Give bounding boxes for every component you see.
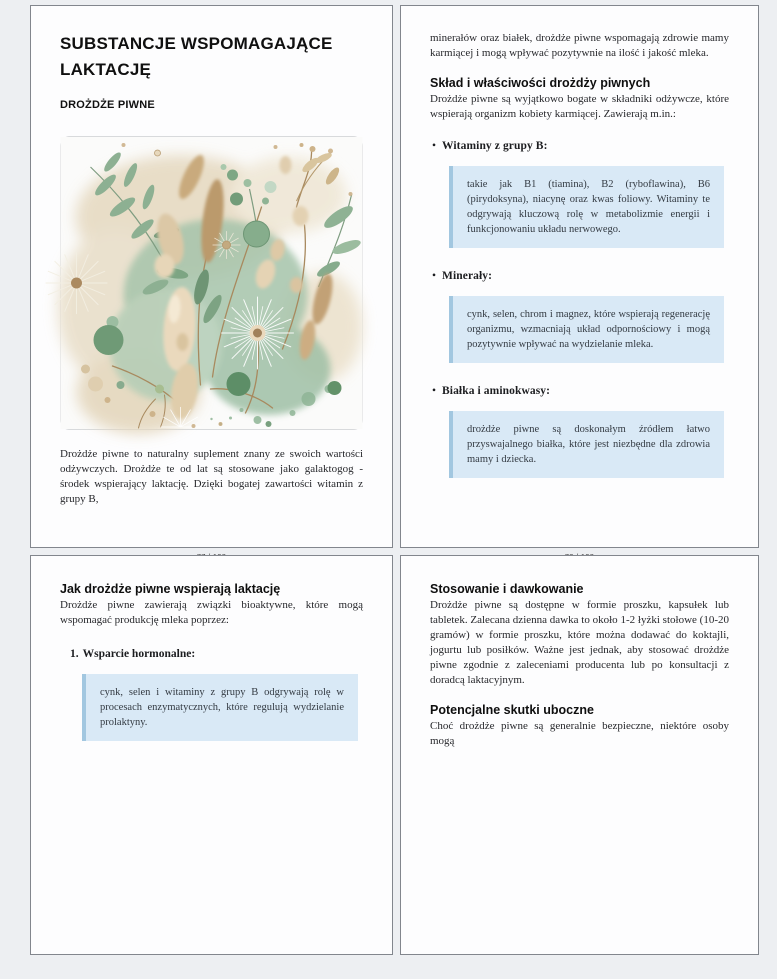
page-79-lead: Drożdże piwne zawierają związki bioaktywne, które mogą wspomagać produkcję mleka poprzez:	[60, 599, 363, 626]
bullet-marker: •	[432, 140, 437, 152]
page-80	[400, 555, 759, 955]
bullet-item-vitamins	[432, 138, 729, 154]
info-box-hormonal: cynk, selen i witaminy z grupy B odgrywają rolę w procesach enzymatycznych, które regulują wydzielanie prolaktyny.	[82, 674, 358, 741]
chapter-subtitle: DROŻDŻE PIWNE	[60, 99, 155, 111]
section-heading-skutki: Potencjalne skutki uboczne	[430, 703, 594, 717]
page-77	[30, 5, 393, 548]
info-box-minerals: cynk, selen, chrom i magnez, które wspierają regenerację organizmu, wzmacniają układ odpornościowy i mogą pozytywnie wpływać na wydzielanie mleka.	[449, 296, 724, 363]
bullet-item-proteins	[432, 383, 729, 399]
section-heading-sklad: Skład i właściwości drożdży piwnych	[430, 76, 651, 90]
section-heading-stosowanie: Stosowanie i dawkowanie	[430, 582, 584, 596]
bullet-label: Minerały:	[442, 270, 493, 282]
bullet-item-minerals	[432, 268, 729, 284]
botanical-illustration	[60, 136, 363, 430]
page-77-paragraph: Drożdże piwne to naturalny suplement znany ze swoich wartości odżywczych. Drożdże te od lat są stosowane jako galaktogog - środek wspierający laktację. Dzięki bogatej zawartości witamin z grupy B,	[60, 448, 363, 505]
numbered-item-hormonal	[70, 646, 363, 662]
page-79	[30, 555, 393, 955]
bullet-marker: •	[432, 270, 437, 282]
document-title: SUBSTANCJE WSPOMAGAJĄCE LAKTACJĘ	[60, 34, 333, 79]
page-80-paragraph-2: Choć drożdże piwne są generalnie bezpieczne, niektóre osoby mogą	[430, 720, 729, 747]
section-heading-jak-wspieraja: Jak drożdże piwne wspierają laktację	[60, 582, 281, 596]
page-78-lead: Drożdże piwne są wyjątkowo bogate w składniki odżywcze, które wspierają organizm kobiety karmiącej. Zawierają m.in.:	[430, 93, 729, 120]
bullet-label: Białka i aminokwasy:	[442, 385, 551, 397]
page-80-paragraph: Drożdże piwne są dostępne w formie proszku, kapsułek lub tabletek. Zalecana dzienna dawka to około 1-2 łyżki stołowe (10-20 gramów) w formie proszku, które można dodawać do koktajli, jogurtu lub posiłków. Ważne jest jednak, aby stosować drożdże piwne zgodnie z zaleceniami producenta lub po konsultacji z doradcą laktacyjnym.	[430, 599, 729, 686]
bullet-label: Witaminy z grupy B:	[442, 140, 548, 152]
page-78	[400, 5, 759, 548]
watercolor-botanical-art	[61, 137, 362, 429]
bullet-marker: •	[432, 385, 437, 397]
item-number: 1.	[70, 648, 79, 660]
info-box-proteins: drożdże piwne są doskonałym źródłem łatwo przyswajalnego białka, które jest niezbędne dla zdrowia mamy i dziecka.	[449, 411, 724, 478]
page-78-intro: minerałów oraz białek, drożdże piwne wspomagają zdrowie mamy karmiącej i mogą wpływać pozytywnie na ilość i jakość mleka.	[430, 32, 729, 59]
info-box-vitamins: takie jak B1 (tiamina), B2 (ryboflawina), B6 (pirydoksyna), niacynę oraz kwas foliowy. Witaminy te odgrywają kluczową rolę w metabolizmie energii i funkcjonowaniu układu nerwowego.	[449, 166, 724, 248]
item-label: Wsparcie hormonalne:	[82, 648, 196, 660]
